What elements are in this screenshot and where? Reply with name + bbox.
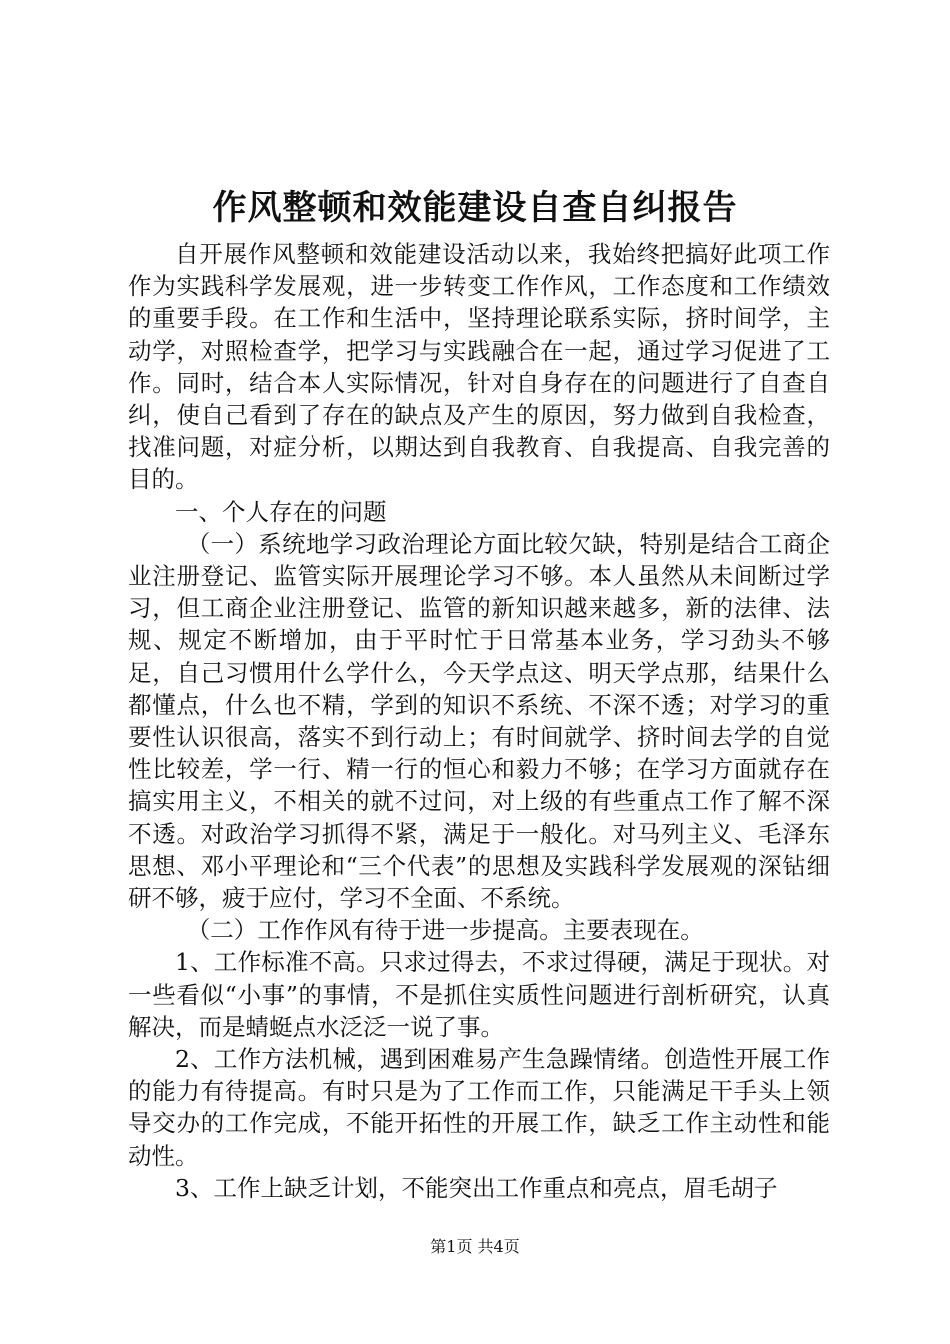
- subsection-paragraph: （一）系统地学习政治理论方面比较欠缺，特别是结合工商企业注册登记、监管实际开展理论学习不够。本人虽然从未间断过学习，但工商企业注册登记、监管的新知识越来越多，新的法律、法规、规定不断增加，由于平时忙于日常基本业务，学习劲头不够足，自己习惯用什么学什么，今天学点这、明天学点那，结果什么都懂点，什么也不精，学到的知识不系统、不深不透；对学习的重要性认识很高，落实不到行动上；有时间就学、挤时间去学的自觉性比较差，学一行、精一行的恒心和毅力不够；在学习方面就存在搞实用主义，不相关的就不过问，对上级的有些重点工作了解不深不透。对政治学习抓得不紧，满足于一般化。对马列主义、毛泽东思想、邓小平理论和“三个代表”的思想及实践科学发展观的深钻细研不够，疲于应付，学习不全面、不系统。: [128, 529, 830, 913]
- subsection-heading: （二）工作作风有待于进一步提高。主要表现在。: [186, 916, 704, 945]
- document-title: 作风整顿和效能建设自查自纠报告: [212, 188, 738, 228]
- list-item-paragraph: 2、工作方法机械，遇到困难易产生急躁情绪。创造性开展工作的能力有待提高。有时只是为了工作而工作，只能满足干手头上领导交办的工作完成，不能开拓性的开展工作，缺乏工作主动性和能动性。: [128, 1045, 830, 1170]
- list-item-paragraph: 1、工作标准不高。只求过得去，不求过得硬，满足于现状。对一些看似“小事”的事情，不是抓住实质性问题进行剖析研究，认真解决，而是蜻蜓点水泛泛一说了事。: [128, 948, 830, 1041]
- list-item-paragraph: 3、工作上缺乏计划，不能突出工作重点和亮点，眉毛胡子: [175, 1173, 778, 1202]
- page-number-footer: 第1页 共4页: [430, 1237, 520, 1256]
- section-heading: 一、个人存在的问题: [175, 497, 387, 526]
- intro-paragraph: 自开展作风整顿和效能建设活动以来，我始终把搞好此项工作作为实践科学发展观，进一步转变工作作风，工作态度和工作绩效的重要手段。在工作和生活中，坚持理论联系实际，挤时间学，主动学，对照检查学，把学习与实践融合在一起，通过学习促进了工作。同时，结合本人实际情况，针对自身存在的问题进行了自查自纠，使自己看到了存在的缺点及产生的原因，努力做到自我检查，找准问题，对症分析，以期达到自我教育、自我提高、自我完善的目的。: [128, 240, 830, 494]
- document-body: [128, 238, 830, 1204]
